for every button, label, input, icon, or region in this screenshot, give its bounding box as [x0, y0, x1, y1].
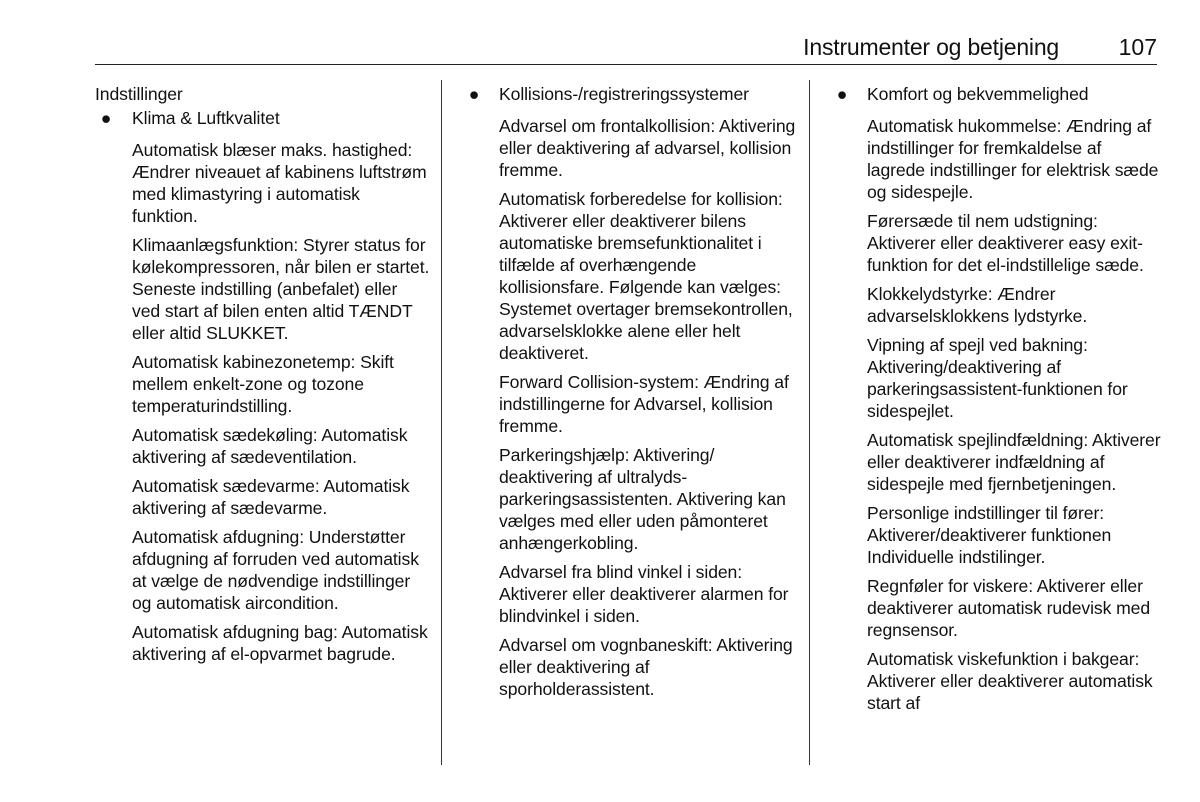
header-title: Instrumenter og betjening	[803, 34, 1059, 60]
column-3	[836, 83, 1164, 721]
setting-description: : Automatisk aktivering af sædeventilation.	[132, 425, 408, 467]
setting-term: Automatisk sædekøling	[132, 425, 313, 445]
column-divider	[441, 80, 442, 765]
bullet-label: Klima & Luftkvalitet	[132, 108, 280, 128]
setting-term: Forward Collision-system	[499, 372, 695, 392]
setting-entry	[132, 526, 430, 614]
setting-entry	[867, 502, 1164, 568]
setting-description: : Aktivering eller deaktivering af advarsel, kollision fremme.	[499, 116, 796, 180]
setting-description: : Understøtter afdugning af forruden ved automatisk at vælge de nødvendige indstillinger og automatisk aircondition.	[132, 527, 419, 613]
setting-description: : Automatisk aktivering af sædevarme.	[132, 476, 410, 518]
bullet-item	[836, 83, 1164, 105]
bullet-item	[95, 107, 430, 129]
setting-entry	[499, 188, 798, 364]
page-number: 107	[1118, 34, 1157, 60]
bullet-icon: ●	[836, 84, 848, 104]
setting-term: Advarsel om frontalkollision	[499, 116, 711, 136]
setting-term: Automatisk kabinezonetemp	[132, 352, 351, 372]
setting-entry	[499, 115, 798, 181]
setting-term: Klimaanlægsfunktion	[132, 235, 294, 255]
setting-term: Advarsel fra blind vinkel i siden	[499, 562, 738, 582]
setting-term: Automatisk afdugning bag	[132, 622, 334, 642]
setting-term: Regnføler for viskere	[867, 576, 1029, 596]
setting-description: : Ændring af indstillingerne for Advarsel, kollision fremme.	[499, 372, 789, 436]
setting-entry	[132, 139, 430, 227]
setting-description: : Ændrer advarselsklokkens lydstyrke.	[867, 284, 1088, 326]
setting-entry	[867, 334, 1164, 422]
setting-description: : Ændrer niveauet af kabinens luftstrøm med klimastyring i automatisk funktion.	[132, 140, 427, 226]
setting-term: Automatisk hukommelse	[867, 116, 1057, 136]
bullet-label: Komfort og bekvemmelighed	[867, 84, 1089, 104]
setting-description: : Styrer status for kølekompressoren, når bilen er startet. Seneste indstilling (anbefalet) eller ved start af bilen enten altid TÆNDT eller altid SLUKKET.	[132, 235, 430, 343]
setting-term: Automatisk sædevarme	[132, 476, 315, 496]
setting-term: Vipning af spejl ved bakning	[867, 335, 1083, 355]
setting-description: : Ændring af indstillinger for fremkaldelse af lagrede indstillinger for elektrisk sæde og sidespejle.	[867, 116, 1159, 202]
setting-term: Automatisk blæser maks. hastighed	[132, 140, 408, 160]
setting-description: : Automatisk aktivering af el-opvarmet bagrude.	[132, 622, 428, 664]
setting-term: Førersæde til nem udstigning	[867, 211, 1094, 231]
setting-entry	[499, 561, 798, 627]
setting-description: : Skift mellem enkelt-zone og tozone temperaturindstilling.	[132, 352, 394, 416]
setting-entry	[867, 210, 1164, 276]
setting-entry	[132, 621, 430, 665]
setting-description: : Aktivering eller deaktivering af sporholderassistent.	[499, 635, 793, 699]
setting-description: : Aktiverer eller deaktiverer automatisk rudevisk med regnsensor.	[867, 576, 1151, 640]
bullet-icon: ●	[468, 84, 480, 104]
setting-description: : Aktiverer eller deaktiverer automatisk start af	[867, 649, 1153, 713]
setting-entry	[867, 283, 1164, 327]
setting-entry	[132, 234, 430, 344]
bullet-label: Kollisions-/registreringssystemer	[499, 84, 749, 104]
setting-description: : Aktiverer eller deaktiverer indfældning af sidespejle med fjernbetjeningen.	[867, 430, 1161, 494]
setting-description: : Aktivering/deaktivering af parkeringsassistent-funktionen for sidespejlet.	[867, 335, 1128, 421]
setting-entry	[499, 371, 798, 437]
setting-entry	[499, 634, 798, 700]
setting-entry	[499, 444, 798, 554]
setting-term: Parkeringshjælp	[499, 445, 625, 465]
setting-entry	[132, 475, 430, 519]
setting-description: : Aktiverer eller deaktiverer alarmen for blindvinkel i siden.	[499, 562, 789, 626]
page-header	[95, 30, 1157, 65]
setting-term: Automatisk viskefunktion i bakgear	[867, 649, 1135, 669]
bullet-item	[468, 83, 798, 105]
setting-term: Klokkelydstyrke	[867, 284, 988, 304]
section-heading: Indstillinger	[95, 84, 183, 104]
setting-entry	[867, 648, 1164, 714]
setting-entry	[867, 115, 1164, 203]
setting-term: Personlige indstillinger til fører	[867, 503, 1100, 523]
setting-entry	[867, 575, 1164, 641]
setting-term: Automatisk spejlindfældning	[867, 430, 1084, 450]
column-1	[95, 83, 430, 672]
setting-description: : Aktiverer eller deaktiverer easy exit-funktion for det el-indstillelige sæde.	[867, 211, 1144, 275]
column-divider	[809, 80, 810, 765]
column-2	[468, 83, 798, 707]
setting-entry	[132, 351, 430, 417]
setting-entry	[132, 424, 430, 468]
setting-description: : Aktivering/ deaktivering af ultralyds-parkeringsassistenten. Aktivering kan vælges med eller uden påmonteret anhængerkobling.	[499, 445, 786, 553]
setting-term: Advarsel om vognbaneskift	[499, 635, 708, 655]
setting-description: : Aktiverer eller deaktiverer bilens automatiske bremsefunktionalitet i tilfælde af overhængende kollisionsfare. Følgende kan vælges: Systemet overtager bremsekontrollen, advarselsklokke alene eller helt deaktiveret.	[499, 189, 793, 363]
setting-description: : Aktiverer/deaktiverer funktionen Individuelle indstilinger.	[867, 503, 1112, 567]
setting-entry	[867, 429, 1164, 495]
bullet-icon: ●	[100, 108, 112, 128]
setting-term: Automatisk forberedelse for kollision	[499, 189, 778, 209]
setting-term: Automatisk afdugning	[132, 527, 300, 547]
